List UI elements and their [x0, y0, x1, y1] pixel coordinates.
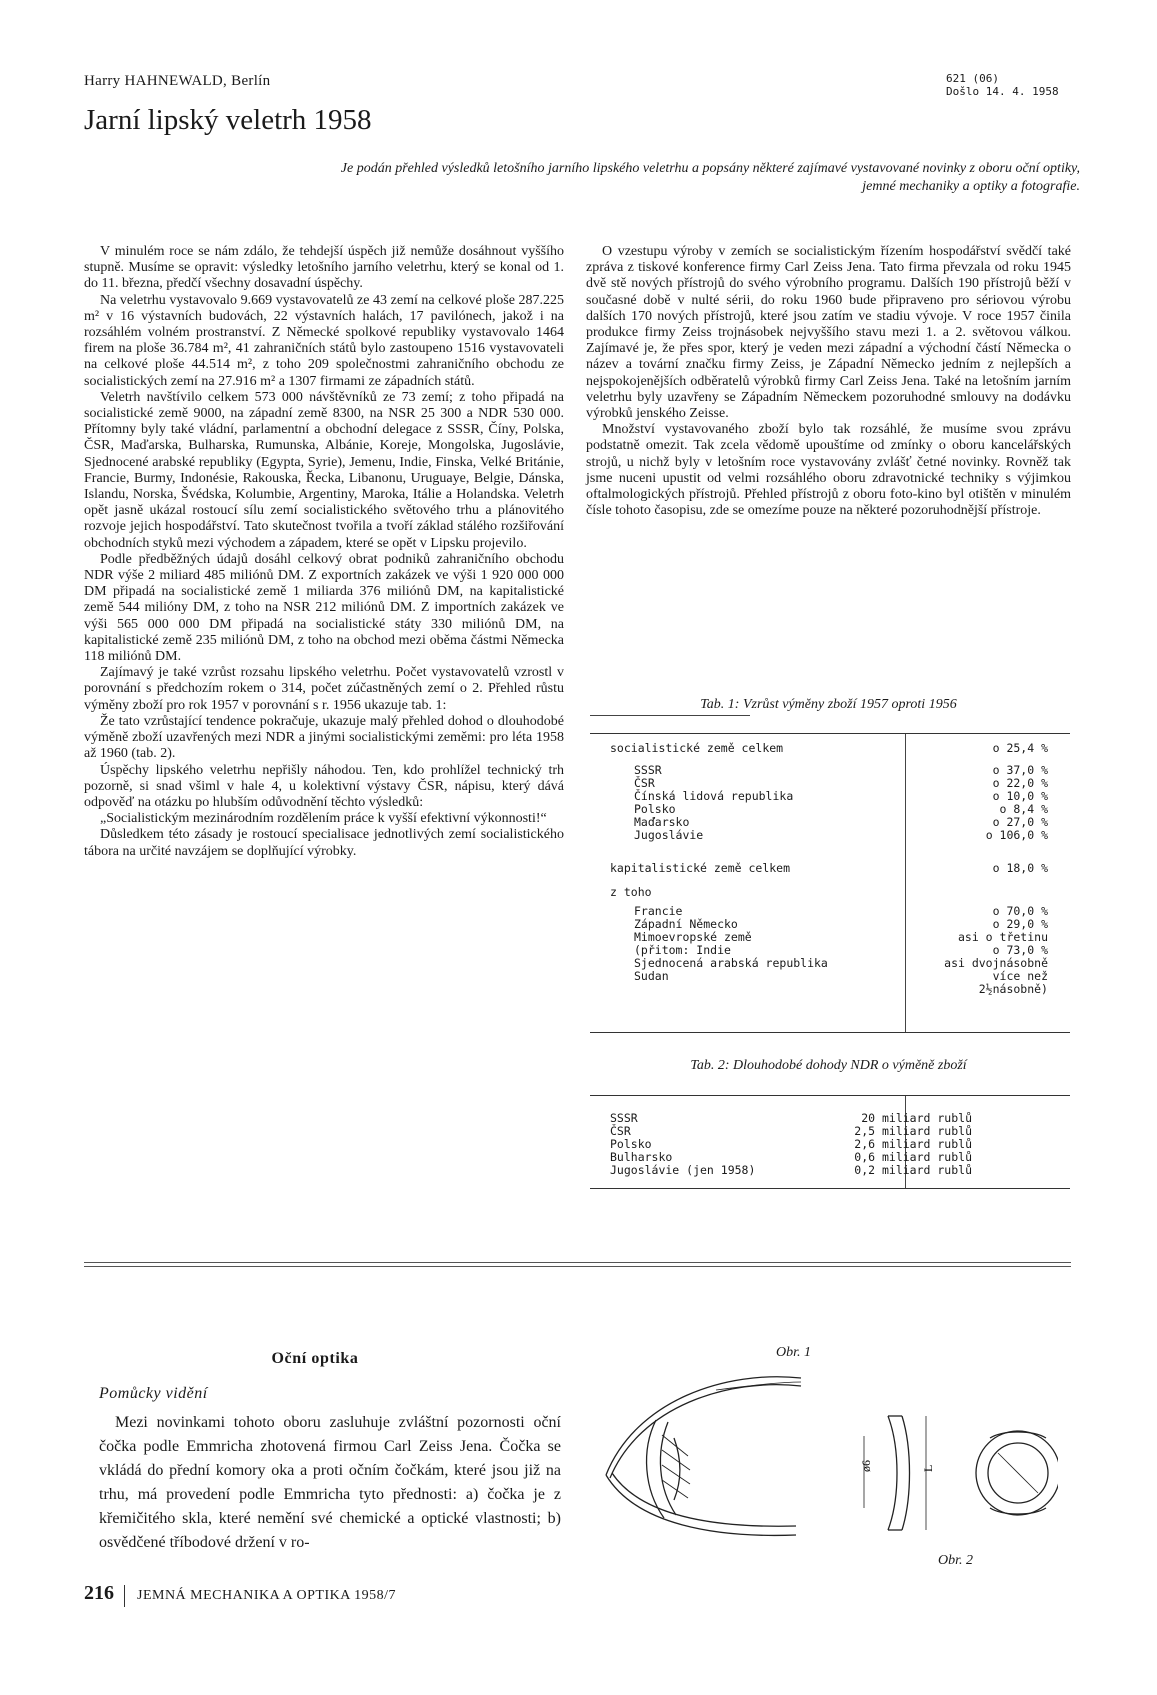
right-column	[586, 244, 1071, 519]
table2-caption: Tab. 2: Dlouhodobé dohody NDR o výměně zboží	[690, 1058, 967, 1073]
paragraph: Na veletrhu vystavovalo 9.669 vystavovatelů ze 43 zemí na celkové ploše 287.225 m² v 16 výstavních budovách, 22 výstavních halách, 17 pavilónech, jakož i na rozsáhlém volném prostranství. Z Německé spolkové republiky vystavovalo 1464 firem na ploše 36.784 m², 41 zahraničních států bylo zastoupeno 1516 vystavovateli na celkové ploše 44.514 m², z toho 209 společnostmi zahraničního obchodu ze socialistických zemí na 27.916 m² a 1307 firmami ze západních států.	[84, 292, 564, 389]
section-separator	[84, 1266, 1071, 1267]
table-row-value: 20 miliard rublů	[861, 1111, 972, 1125]
table-row-value: více než	[992, 969, 1048, 983]
paragraph: O vzestupu výroby v zemích se socialistickým řízením hospodářství svědčí také zpráva z tiskové konference firmy Carl Zeiss Jena. Tato firma převzala od roku 1945 dvě stě nových přístrojů do svého výrobního programu. Dalších 190 přístrojů běží v současné době v nulté sérii, do roku 1960 bude připraveno pro sériovou výrobu dalších 170 nových přístrojů, které jsou zatím ve stadiu vývoje. V roce 1957 činila produkce firmy Zeiss trojnásobek nejvyššího stavu mezi 1. a 2. světovou válkou. Zajímavé je, že přes spor, který je veden mezi západní a východní částí Německa o název a tovární značku firmy Zeiss, je Západní Německo jedním z nejlepších a nejspokojenějších odběratelů výrobků firmy Carl Zeiss Jena. Také na letošním jarním veletrhu byly uzavřeny se Západním Německem pozoruhodné smlouvy na dodávku výrobků jenského Zeisse.	[586, 244, 1071, 422]
table-row-value: 2,5 miliard rublů	[854, 1124, 972, 1138]
figure2-label: Obr. 2	[938, 1553, 974, 1568]
iris-front	[647, 1420, 664, 1518]
table-row-label: Sjednocená arabská republika	[634, 956, 828, 970]
table-row-label: SSSR	[634, 763, 662, 777]
table-row-label: Polsko	[610, 1137, 652, 1151]
table-row-value: o 106,0 %	[985, 828, 1048, 842]
table-row-value: o 22,0 %	[992, 776, 1048, 790]
table-row-label: Mimoevropské země	[634, 930, 752, 944]
section-subheading: Pomůcky vidění	[99, 1385, 208, 1402]
table2	[590, 1095, 1070, 1189]
quote: „Socialistickým mezinárodním rozdělením práce k vyšší efektivní výkonnosti!“	[100, 811, 547, 827]
table-row-value: o 18,0 %	[992, 861, 1048, 875]
table-row-value: 0,2 miliard rublů	[854, 1163, 972, 1177]
table-row-label: kapitalistické země celkem	[610, 861, 791, 875]
table-row-label: Jugoslávie (jen 1958)	[610, 1163, 756, 1177]
table-row-label: (přitom: Indie	[634, 943, 731, 957]
received-date: Došlo 14. 4. 1958	[946, 85, 1059, 98]
article-title: Jarní lipský veletrh 1958	[84, 104, 372, 136]
table-row-label: SSSR	[610, 1111, 638, 1125]
table-row-value: o 25,4 %	[992, 741, 1048, 755]
table-row-value: 0,6 miliard rublů	[854, 1150, 972, 1164]
section-heading: Oční optika	[271, 1350, 359, 1367]
figure1-label: Obr. 1	[776, 1345, 812, 1360]
table-row-value: o 27,0 %	[992, 815, 1048, 829]
left-column	[84, 244, 564, 860]
table-row-label: socialistické země celkem	[610, 741, 784, 755]
table-row-label: z toho	[610, 885, 652, 899]
abstract: Je podán přehled výsledků letošního jarního lipského veletrhu a popsány některé zajímavé vystavované novinky z oboru oční optiky, jemné mechaniky a optiky a fotografie.	[340, 161, 1080, 194]
table-row-value: o 8,4 %	[999, 802, 1048, 816]
table1	[590, 733, 1070, 1033]
table-row-value: o 10,0 %	[992, 789, 1048, 803]
table-row-label: Západní Německo	[634, 917, 738, 931]
table-row-value: asi o třetinu	[957, 930, 1048, 944]
haptic-bottom	[990, 1508, 1046, 1514]
sclera-upper-inner	[610, 1385, 801, 1478]
page-number: 216	[84, 1582, 114, 1604]
table-row-value: o 70,0 %	[992, 904, 1048, 918]
paragraph: Množství vystavovaného zboží bylo tak rozsáhlé, že musíme svou zprávu podstatně omezit. Tak zcela vědomě upouštíme od zmínky o oboru kancelářských strojů, u nichž byly v letošním roce vystavovány zvlášť četné novinky. Rovněž tak jsme nuceni upustit od velmi rozsáhlého oboru zdravotnické techniky s výjimkou oftalmologických přístrojů. Přehled přístrojů z oboru foto-kino byl otištěn v minulém čísle tohoto časopisu, zde se omezíme pouze na některé pozoruhodnější přístroje.	[586, 422, 1071, 519]
intraocular-lens-figure	[858, 1408, 1058, 1538]
haptic-top	[990, 1432, 1046, 1438]
length-label: L	[921, 1464, 935, 1472]
section-body: Mezi novinkami tohoto oboru zasluhuje zvláštní pozornosti oční čočka podle Emmricha zhotovená firmou Carl Zeiss Jena. Čočka se vkládá do přední komory oka a proti očním čočkám, které jsou již na trhu, má provedení podle Emmricha tyto přednosti: a) čočka je z křemičitého skla, které nemění své chemické a optické vlastnosti; b) osvědčené tříbodové držení v ro-	[99, 1414, 561, 1551]
table-row-label: ČSR	[610, 1124, 631, 1138]
table-row-value: o 29,0 %	[992, 917, 1048, 931]
table-row-value: 2½násobně)	[978, 982, 1048, 996]
sclera-lower-inner	[612, 1473, 796, 1526]
journal-title: JEMNÁ MECHANIKA A OPTIKA 1958/7	[137, 1588, 396, 1603]
lens-profile-right	[902, 1416, 910, 1530]
eye-cross-section-figure	[596, 1360, 811, 1540]
table-row-label: Čínská lidová republika	[634, 789, 794, 803]
table1-caption: Tab. 1: Vzrůst výměny zboží 1957 oproti 1956	[700, 697, 957, 712]
sclera-upper-outer	[606, 1377, 801, 1475]
section-separator	[84, 1262, 1071, 1263]
table-row-value: o 73,0 %	[992, 943, 1048, 957]
table-row-label: Jugoslávie	[634, 828, 704, 842]
caption-rule	[590, 715, 750, 716]
diameter-label: ø6	[859, 1460, 873, 1472]
paragraph: Zajímavý je také vzrůst rozsahu lipského veletrhu. Počet vystavovatelů vzrostl v porovnání s předchozím rokem o 314, počet zúčastněných zemí o 2. Přehled růstu výměny zboží pro rok 1957 v porovnání s r. 1956 ukazuje tab. 1:	[84, 665, 564, 713]
page-footer	[84, 1582, 396, 1607]
table-row-value: o 37,0 %	[992, 763, 1048, 777]
udc-code: 621 (06)	[946, 72, 999, 85]
table-row-label: Sudan	[634, 969, 669, 983]
paragraph: V minulém roce se nám zdálo, že tehdejší úspěch již nemůže dosáhnout vyššího stupně. Musíme se opravit: výsledky letošního jarního veletrhu, který se konal od 1. do 11. března, předčí všechny dosavadní úspěchy.	[84, 244, 564, 292]
table-row-value: 2,6 miliard rublů	[854, 1137, 972, 1151]
paragraph: Veletrh navštívilo celkem 573 000 návštěvníků ze 73 zemí; z toho připadá na socialistické země 9000, na západní země 8300, na NSR 25 300 a NDR 530 000. Přítomny byly také vládní, parlamentní a obchodní delegace z SSSR, Číny, Polska, ČSR, Maďarska, Bulharska, Rumunska, Albánie, Koreje, Mongolska, Jugoslávie, Sjednocené arabské republiky (Egypta, Syrie), Jemenu, Indie, Finska, Velké Británie, Francie, Burmy, Indonésie, Rakouska, Řecka, Libanonu, Uruguaye, Belgie, Dánska, Islandu, Norska, Švédska, Kolumbie, Argentiny, Maroka, Itálie a Holandska. Veletrh opět jasně ukázal rostoucí sílu zemí socialistického světového trhu a plánovitého rozvoje jejich hospodářství. Tato skutečnost tvořila a tvoří základ stálého rozšiřování obchodních styků mezi východem a západem, které se opět v Lipsku projevilo.	[84, 389, 564, 551]
table-row-label: Maďarsko	[634, 815, 690, 829]
table-row-value: asi dvojnásobně	[944, 956, 1048, 970]
table-row-label: Bulharsko	[610, 1150, 673, 1164]
paragraph: Důsledkem této zásady je rostoucí specialisace jednotlivých zemí socialistického tábora na určité navzájem se doplňující výrobky.	[84, 827, 564, 859]
table-row-label: Francie	[634, 904, 683, 918]
table-row-label: ČSR	[634, 776, 655, 790]
author-line: Harry HAHNEWALD, Berlín	[84, 73, 271, 89]
diameter-line	[998, 1453, 1038, 1493]
table-row-label: Polsko	[634, 802, 676, 816]
column-divider	[905, 734, 906, 1032]
paragraph: Podle předběžných údajů dosáhl celkový obrat podniků zahraničního obchodu NDR výše 2 miliard 485 miliónů DM. Z exportních zakázek ve výši 1 920 000 000 DM připadá na socialistické země 1 miliarda 376 miliónů DM, na kapitalistické země 544 milióny DM, z toho na NSR 212 miliónů DM. Z importních zakázek ve výši 565 000 000 DM připadá na socialistické státy 330 miliónů DM, na kapitalistické země 235 miliónů DM, z toho na obchod mezi oběma částmi Německa 118 miliónů DM.	[84, 551, 564, 665]
paragraph: Že tato vzrůstající tendence pokračuje, ukazuje malý přehled dohod o dlouhodobé výměně zboží uzavřených mezi NDR a jinými socialistickými zeměmi: pro léta 1958 až 1960 (tab. 2).	[84, 713, 564, 762]
footer-divider	[124, 1585, 125, 1607]
classification-block	[946, 72, 1059, 98]
lens-profile-left	[888, 1416, 897, 1530]
paragraph: Úspěchy lipského veletrhu nepřišly náhodou. Ten, kdo prohlížel technický trh pozorně, si snad všiml v hale 4, u kolektivní výstavy ČSR, nápisu, který dává odpověď na otázku po hlubším odůvodnění těchto výsledků:	[84, 762, 564, 810]
